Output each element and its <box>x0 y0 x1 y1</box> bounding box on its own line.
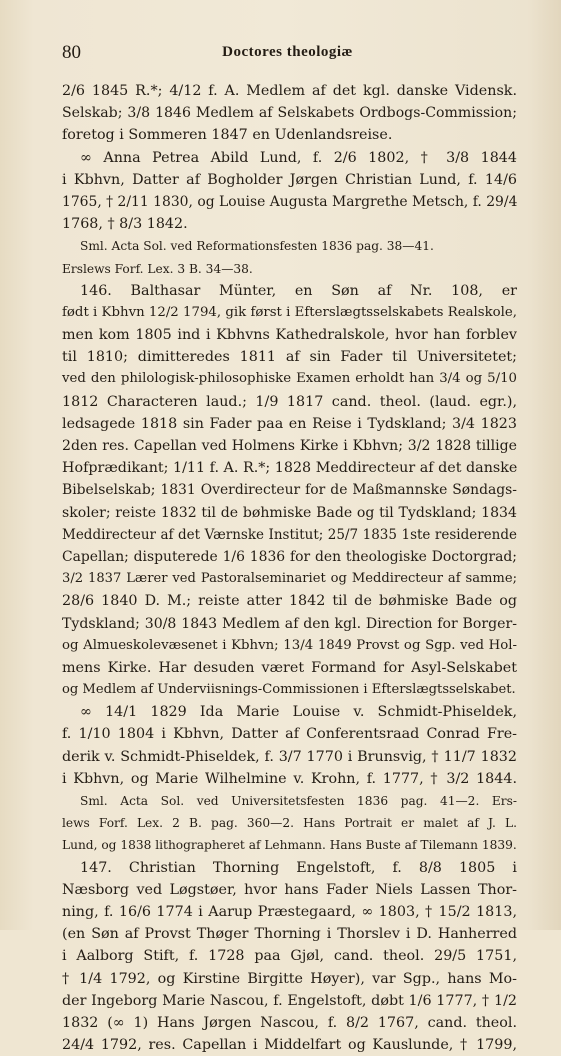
text-line: født i Kbhvn 12/2 1794, gik først i Efterslægtsselskabets Realskole, <box>62 304 517 320</box>
text-line: (en Søn af Provst Thøger Thorning i Thorslev i D. Hanherred <box>62 926 517 943</box>
reference-line: lews Forf. Lex. 2 B. pag. 360—2. Hans Portrait er malet af J. L. <box>62 816 517 831</box>
text-line: ∞ 14/1 1829 Ida Marie Louise v. Schmidt-Phiseldek, <box>80 704 517 721</box>
text-line: † 1/4 1792, og Kirstine Birgitte Høyer), var Sgp., hans Mo- <box>62 970 517 987</box>
text-line: foretog i Sommeren 1847 en Udenlandsreise. <box>62 127 393 144</box>
text-line: 2/6 1845 R.*; 4/12 f. A. Medlem af det kgl. danske Vidensk. <box>62 83 517 99</box>
text-line: der Ingeborg Marie Nascou, f. Engelstoft, døbt 1/6 1777, † 1/2 <box>62 992 517 1009</box>
text-line: Meddirecteur af det Værnske Institut; 25/7 1835 1ste residerende <box>62 526 517 543</box>
text-line: Hofprædikant; 1/11 f. A. R.*; 1828 Meddirecteur af det danske <box>62 460 518 477</box>
reference-line: Sml. Acta Sol. ved Universitetsfesten 1836 pag. 41—2. Ers- <box>80 794 517 808</box>
text-line: til 1810; dimitteredes 1811 af sin Fader til Universitetet; <box>62 349 517 366</box>
text-line: ledsagede 1818 sin Fader paa en Reise i Tydskland; 3/4 1823 <box>62 415 517 432</box>
text-line: og Medlem af Underviisnings-Commissionen i Efterslægtsselskabet. <box>62 682 516 698</box>
text-line: 1812 Characteren laud.; 1/9 1817 cand. theol. (laud. egr.), <box>62 393 517 410</box>
text-line: mens Kirke. Har desuden været Formand for Asyl-Selskabet <box>62 659 517 676</box>
entry-heading-146: 146. Balthasar Münter, en Søn af Nr. 108, er <box>80 282 517 299</box>
text-line: i Kbhvn, og Marie Wilhelmine v. Krohn, f. 1777, † 3/2 1844. <box>62 770 517 787</box>
text-line: 24/4 1792, res. Capellan i Middelfart og Kauslunde, † 1799, <box>62 1037 517 1054</box>
text-line: ∞ Anna Petrea Abild Lund, f. 2/6 1802, † 3/8 1844 <box>80 149 517 166</box>
text-line: Capellan; disputerede 1/6 1836 for den theologiske Doctorgrad; <box>62 548 517 565</box>
page-number: 80 <box>62 42 81 63</box>
text-line: Tydskland; 30/8 1843 Medlem af den kgl. Direction for Borger- <box>62 615 517 632</box>
text-line: Bibelselskab; 1831 Overdirecteur for de Maßmannske Søndags- <box>62 482 517 499</box>
reference-line: Sml. Acta Sol. ved Reformationsfesten 1836 pag. 38—41. <box>80 239 434 254</box>
reference-line: Lund, og 1838 lithographeret af Lehmann. Hans Buste af Tilemann 1839. <box>62 838 517 853</box>
text-line: ning, f. 16/6 1774 i Aarup Præstegaard, ∞ 1803, † 15/2 1813, <box>62 903 517 920</box>
reference-line: Erslews Forf. Lex. 3 B. 34—38. <box>62 261 253 276</box>
running-title: Doctores theologiæ <box>222 44 353 60</box>
text-line: 3/2 1837 Lærer ved Pastoralseminariet og Meddirecteur af samme; <box>62 571 517 587</box>
text-line: 1768, † 8/3 1842. <box>62 216 188 233</box>
text-line: men kom 1805 ind i Kbhvns Kathedralskole, hvor han forblev <box>62 327 517 344</box>
text-line: f. 1/10 1804 i Kbhvn, Datter af Conferentsraad Conrad Fre- <box>62 726 517 743</box>
text-line: i Aalborg Stift, f. 1728 paa Gjøl, cand. theol. 29/5 1751, <box>62 948 517 965</box>
text-line: ved den philologisk-philosophiske Examen erholdt han 3/4 og 5/10 <box>62 371 517 387</box>
text-line: Næsborg ved Løgstøer, hvor hans Fader Niels Lassen Thor- <box>62 881 517 898</box>
text-line: skoler; reiste 1832 til de bøhmiske Bade og til Tydskland; 1834 <box>62 504 517 521</box>
text-line: i Kbhvn, Datter af Bogholder Jørgen Christian Lund, f. 14/6 <box>62 171 517 188</box>
text-line: 28/6 1840 D. M.; reiste atter 1842 til de bøhmiske Bade og <box>62 593 517 610</box>
entry-heading-147: 147. Christian Thorning Engelstoft, f. 8/8 1805 i <box>80 859 517 876</box>
text-line: derik v. Schmidt-Phiseldek, f. 3/7 1770 i Brunsvig, † 11/7 1832 <box>62 748 517 765</box>
text-line: 1832 (∞ 1) Hans Jørgen Nascou, f. 8/2 1767, cand. theol. <box>62 1014 517 1031</box>
text-line: 2den res. Capellan ved Holmens Kirke i Kbhvn; 3/2 1828 tillige <box>62 438 517 454</box>
page-header <box>62 42 513 66</box>
body-text <box>62 80 518 1054</box>
text-line: og Almueskolevæsenet i Kbhvn; 13/4 1849 Provst og Sgp. ved Hol- <box>62 637 517 653</box>
text-line: Selskab; 3/8 1846 Medlem af Selskabets Ordbogs-Commission; <box>62 105 517 122</box>
text-line: 1765, † 2/11 1830, og Louise Augusta Margrethe Metsch, f. 29/4 <box>62 193 518 210</box>
